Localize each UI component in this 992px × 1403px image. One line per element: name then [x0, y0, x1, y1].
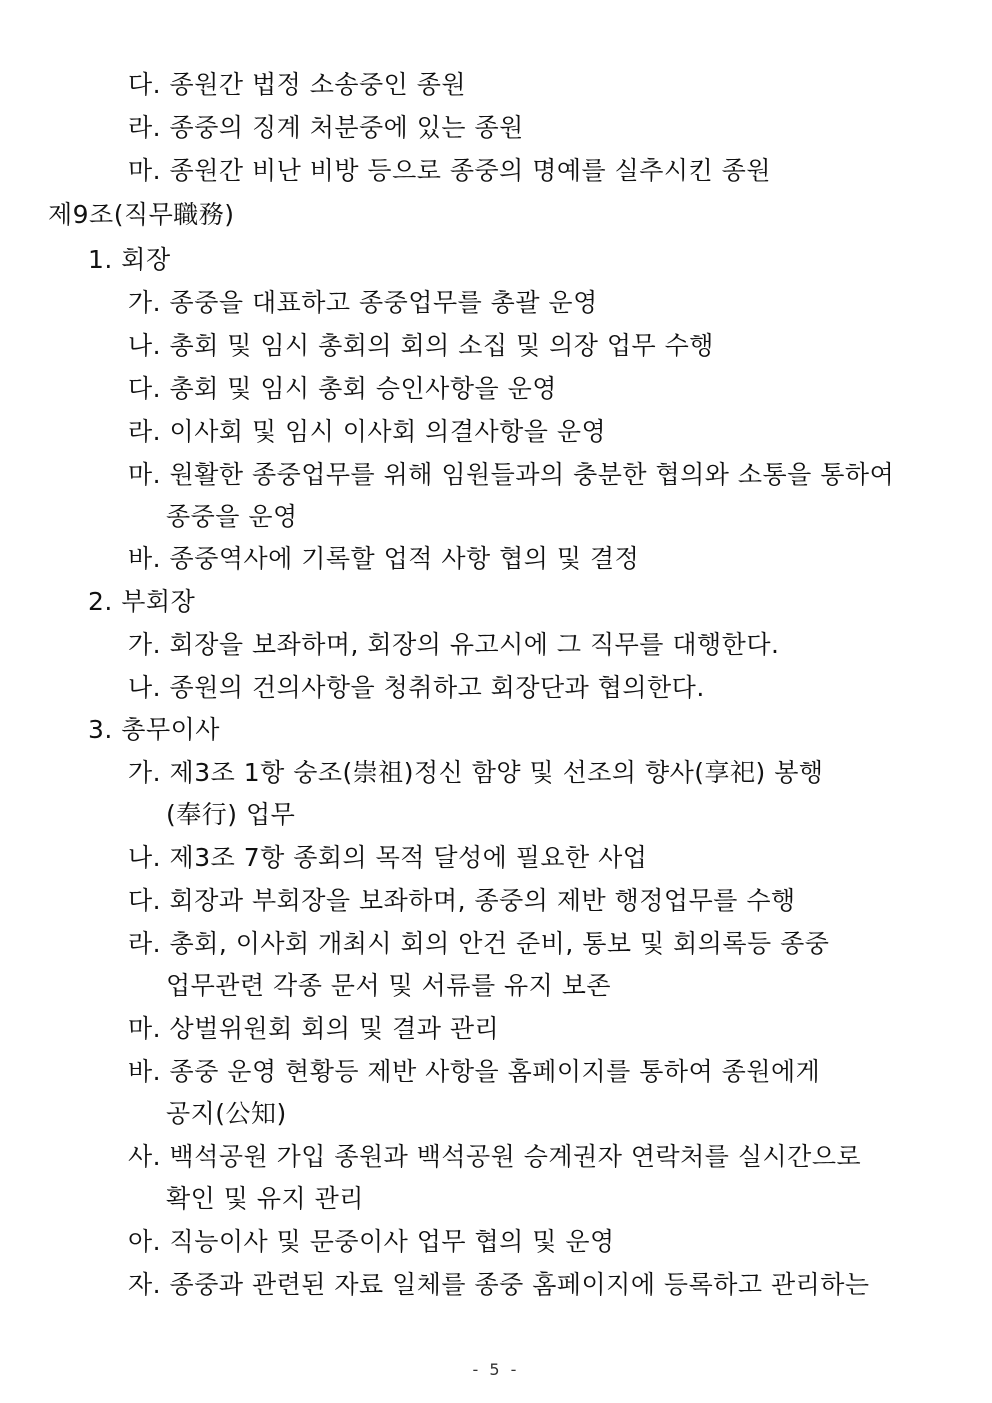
- text-line-continued: 확인 및 유지 관리: [166, 1184, 364, 1213]
- section-heading: 2. 부회장: [88, 587, 196, 616]
- text-line: 사. 백석공원 가입 종원과 백석공원 승계권자 연락처를 실시간으로: [128, 1142, 862, 1171]
- text-line: 다. 총회 및 임시 총회 승인사항을 운영: [128, 374, 557, 403]
- text-line-continued: 공지(公知): [166, 1099, 287, 1128]
- text-line: 다. 종원간 법정 소송중인 종원: [128, 70, 467, 99]
- text-line: 바. 종중 운영 현황등 제반 사항을 홈페이지를 통하여 종원에게: [128, 1057, 821, 1086]
- text-line: 가. 종중을 대표하고 종중업무를 총괄 운영: [128, 288, 598, 317]
- text-line: 나. 종원의 건의사항을 청취하고 회장단과 협의한다.: [128, 673, 705, 702]
- section-heading: 3. 총무이사: [88, 715, 220, 744]
- text-line: 마. 원활한 종중업무를 위해 임원들과의 충분한 협의와 소통을 통하여: [128, 460, 895, 489]
- text-line: 가. 제3조 1항 숭조(崇祖)정신 함양 및 선조의 향사(享祀) 봉행: [128, 758, 824, 787]
- text-line: 라. 총회, 이사회 개최시 회의 안건 준비, 통보 및 회의록등 종중: [128, 929, 830, 958]
- text-line: 라. 이사회 및 임시 이사회 의결사항을 운영: [128, 417, 607, 446]
- text-line: 가. 회장을 보좌하며, 회장의 유고시에 그 직무를 대행한다.: [128, 630, 780, 659]
- text-line-continued: (奉行) 업무: [166, 800, 296, 829]
- text-line: 바. 종중역사에 기록할 업적 사항 협의 및 결정: [128, 544, 640, 573]
- text-line: 자. 종중과 관련된 자료 일체를 종중 홈페이지에 등록하고 관리하는: [128, 1270, 870, 1299]
- text-line: 마. 상벌위원회 회의 및 결과 관리: [128, 1014, 500, 1043]
- text-line: 나. 총회 및 임시 총회의 회의 소집 및 의장 업무 수행: [128, 331, 714, 360]
- text-line-continued: 종중을 운영: [166, 502, 298, 531]
- section-heading: 1. 회장: [88, 245, 171, 274]
- article-heading: 제9조(직무職務): [48, 200, 235, 229]
- text-line-continued: 업무관련 각종 문서 및 서류를 유지 보존: [166, 971, 612, 1000]
- text-line: 라. 종중의 징계 처분중에 있는 종원: [128, 113, 524, 142]
- text-line: 다. 회장과 부회장을 보좌하며, 종중의 제반 행정업무를 수행: [128, 886, 796, 915]
- page-number: - 5 -: [472, 1360, 520, 1379]
- text-line: 아. 직능이사 및 문중이사 업무 협의 및 운영: [128, 1227, 615, 1256]
- text-line: 마. 종원간 비난 비방 등으로 종중의 명예를 실추시킨 종원: [128, 156, 771, 185]
- text-line: 나. 제3조 7항 종회의 목적 달성에 필요한 사업: [128, 843, 648, 872]
